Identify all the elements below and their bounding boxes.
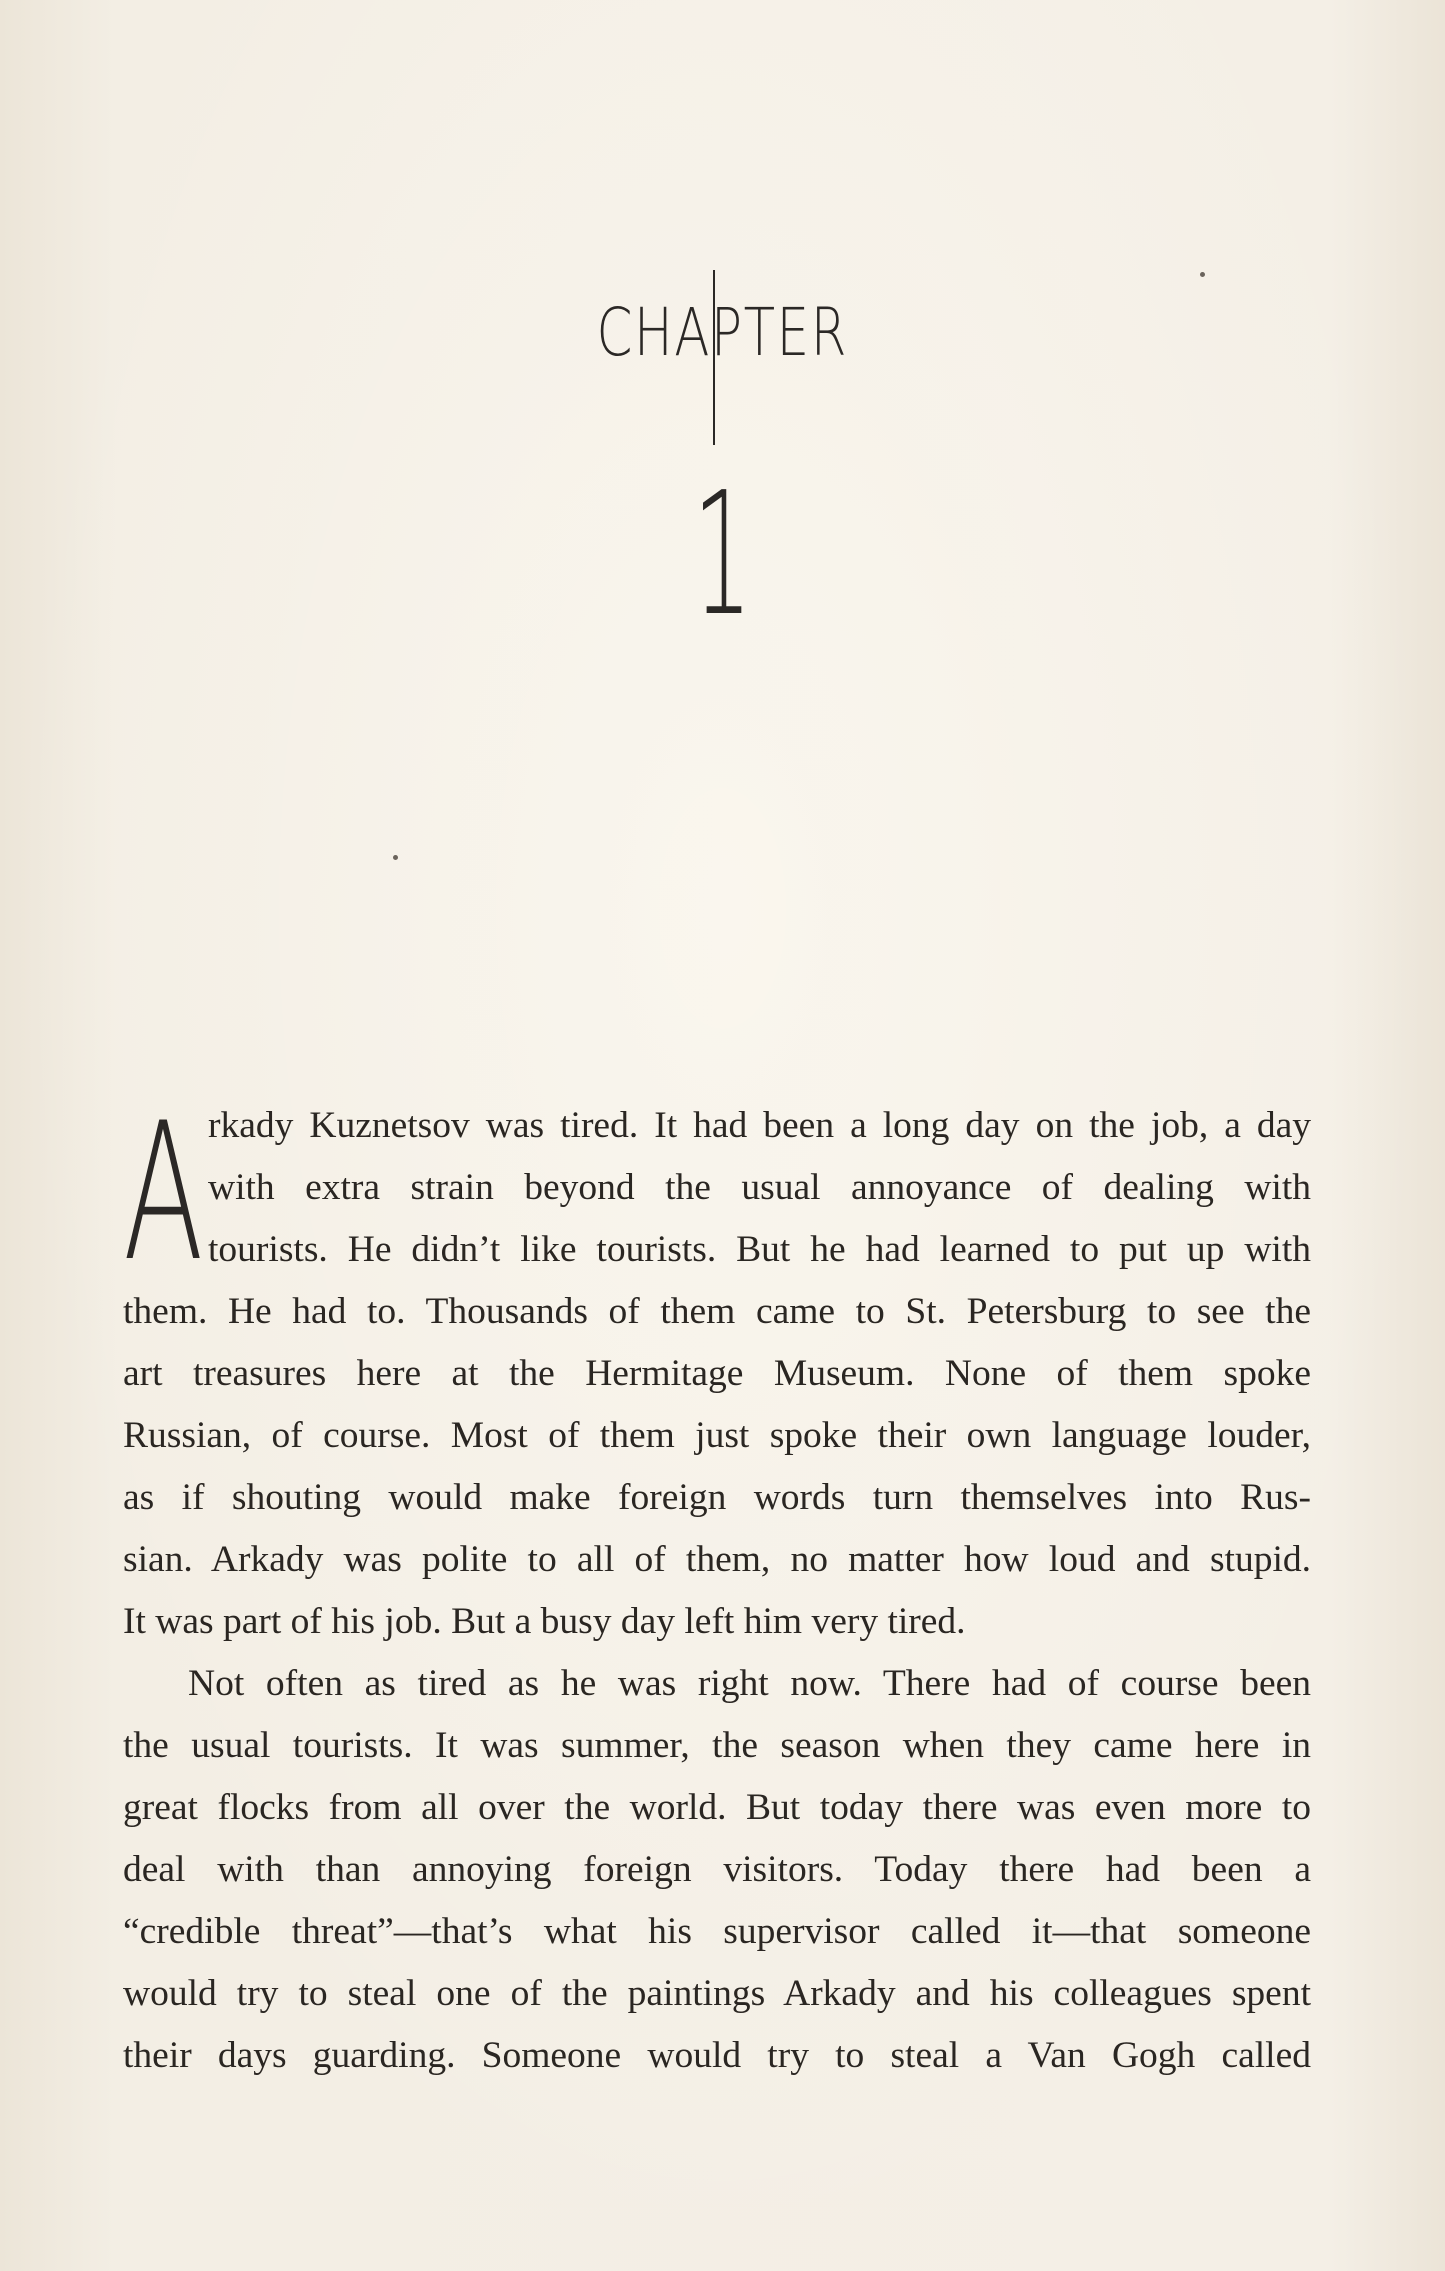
text-line: their days guarding. Someone would try to steal a Van Gogh called bbox=[123, 2035, 1311, 2076]
text-line: deal with than annoying foreign visitors. Today there had been a bbox=[123, 1849, 1311, 1890]
text-line: Russian, of course. Most of them just spoke their own language louder, bbox=[123, 1415, 1311, 1456]
text-line: “credible threat”—that’s what his supervisor called it—that someone bbox=[123, 1911, 1311, 1952]
text-line: as if shouting would make foreign words turn themselves into Rus- bbox=[123, 1477, 1311, 1518]
text-line: great flocks from all over the world. But today there was even more to bbox=[123, 1787, 1311, 1828]
paper-speck bbox=[393, 855, 398, 860]
chapter-heading bbox=[0, 294, 1445, 371]
paper-speck bbox=[1200, 272, 1205, 277]
text-line: art treasures here at the Hermitage Museum. None of them spoke bbox=[123, 1353, 1311, 1394]
chapter-label: CHAPTER bbox=[596, 294, 849, 371]
drop-cap: A bbox=[123, 1082, 204, 1303]
text-line: with extra strain beyond the usual annoyance of dealing with bbox=[208, 1167, 1311, 1208]
text-line: sian. Arkady was polite to all of them, no matter how loud and stupid. bbox=[123, 1539, 1311, 1580]
text-line: them. He had to. Thousands of them came to St. Petersburg to see the bbox=[123, 1291, 1311, 1332]
text-line: Not often as tired as he was right now. There had of course been bbox=[188, 1663, 1311, 1704]
text-line: the usual tourists. It was summer, the season when they came here in bbox=[123, 1725, 1311, 1766]
body-text bbox=[123, 1082, 1311, 2087]
text-line: rkady Kuznetsov was tired. It had been a long day on the job, a day bbox=[208, 1105, 1311, 1146]
text-line: would try to steal one of the paintings Arkady and his colleagues spent bbox=[123, 1973, 1311, 2014]
text-line: It was part of his job. But a busy day left him very tired. bbox=[123, 1601, 966, 1642]
chapter-number: 1 bbox=[692, 456, 753, 654]
text-line: tourists. He didn’t like tourists. But he had learned to put up with bbox=[208, 1229, 1311, 1270]
